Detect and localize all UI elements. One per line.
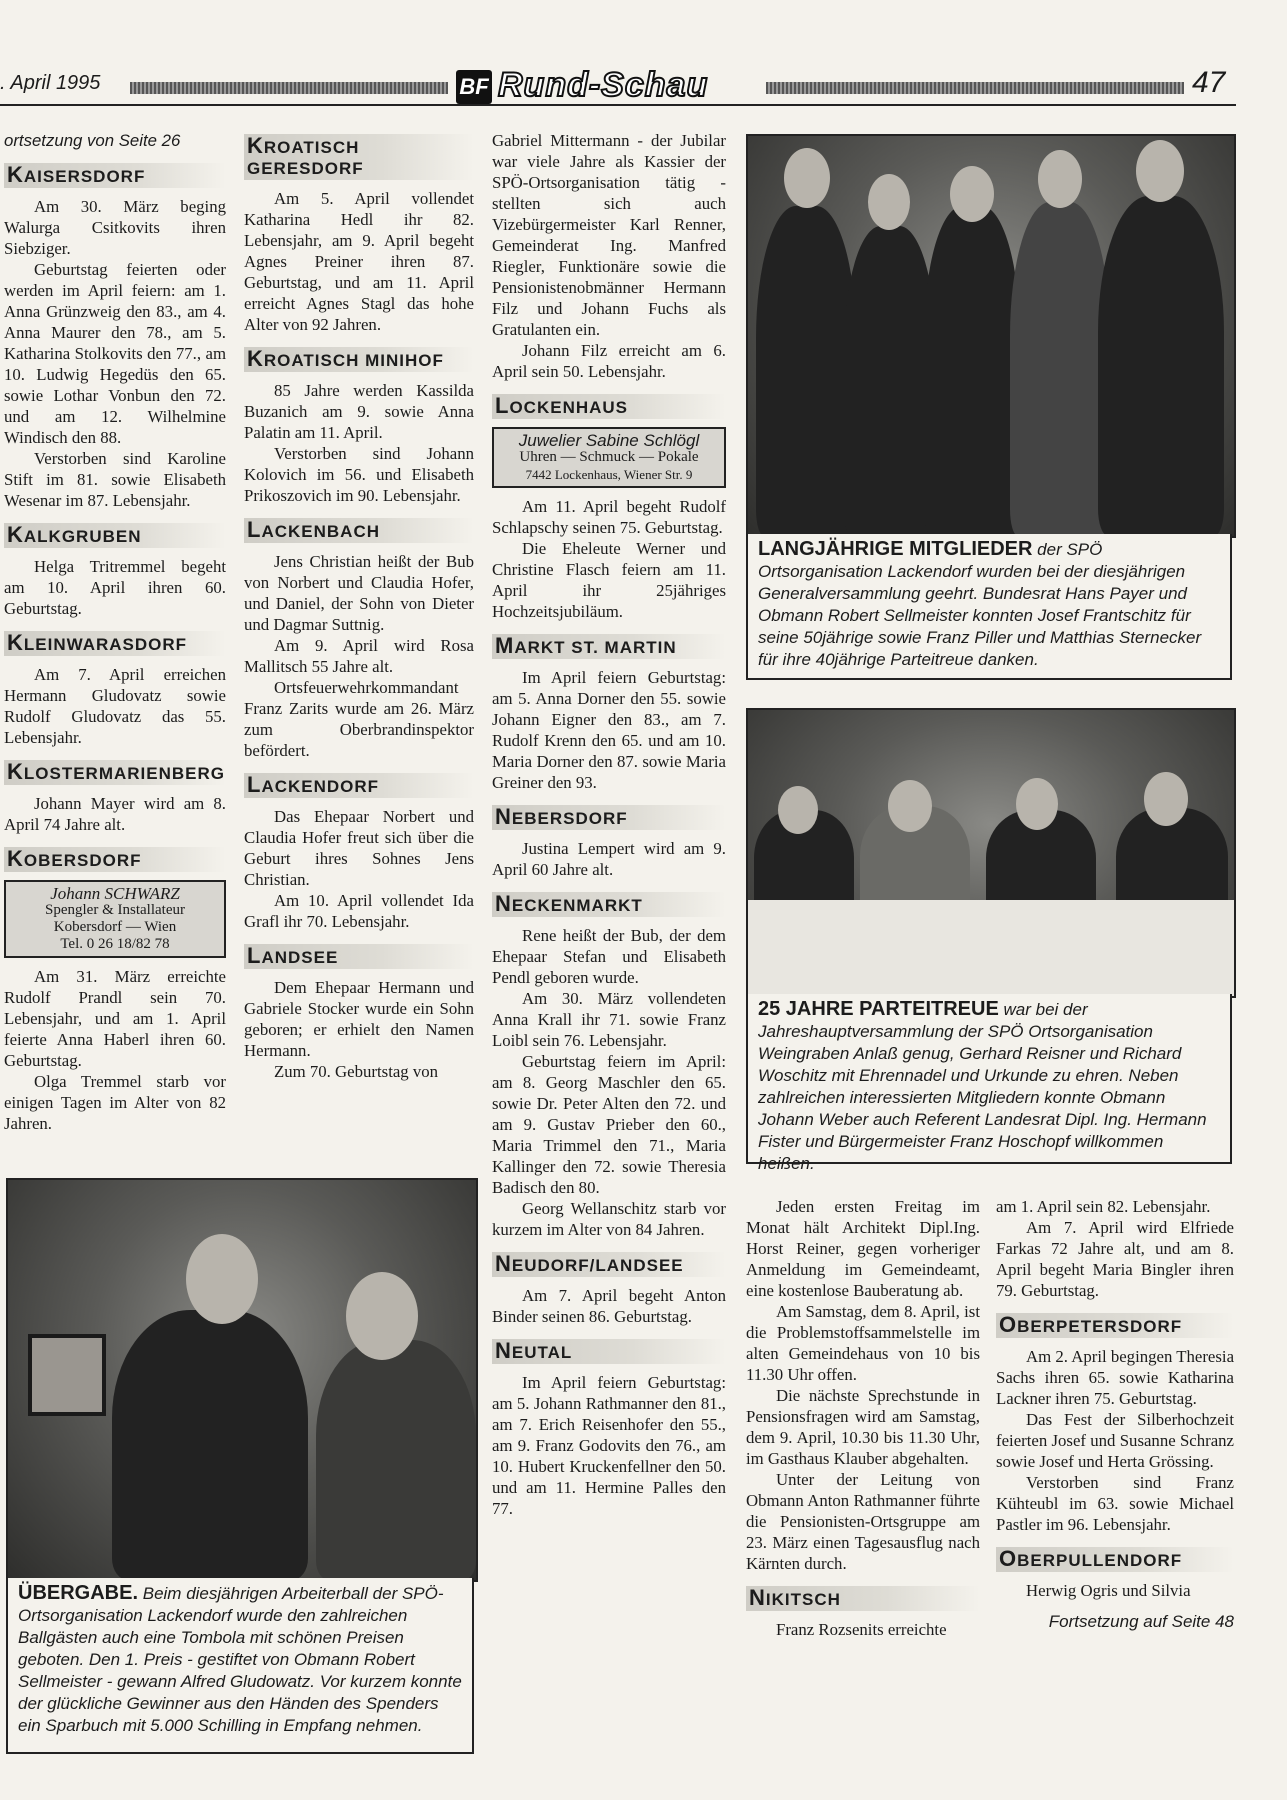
- paragraph: Die Eheleute Werner und Christine Flasch feiern am 11. April ihr 25jähriges Hochzeitsjubiläum.: [492, 539, 726, 621]
- person-figure: [756, 206, 856, 536]
- continued-note: Fortsetzung auf Seite 48: [1048, 1612, 1234, 1631]
- paragraph: Das Fest der Silberhochzeit feierten Josef und Susanne Schranz sowie Josef und Herta Grössing.: [996, 1410, 1234, 1471]
- paragraph: Am 10. April vollendet Ida Grafl ihr 70. Lebensjahr.: [244, 891, 474, 931]
- person-face: [186, 1234, 258, 1324]
- heading-markt-st-martin: MARKT ST. MARTIN: [492, 634, 726, 659]
- paragraph: Unter der Leitung von Obmann Anton Rathmanner führte die Pensionisten-Ortsgruppe am 23. März einen Tagesausflug nach Kärnten durch.: [746, 1470, 980, 1573]
- header-underline: [0, 104, 1236, 106]
- issue-date: . April 1995: [0, 72, 101, 94]
- heading-neutal: NEUTAL: [492, 1339, 726, 1364]
- person-face: [778, 786, 818, 834]
- person-figure: [924, 206, 1020, 536]
- advertisement-schwarz: [4, 880, 226, 958]
- heading-oberpetersdorf: OBERPETERSDORF: [996, 1313, 1234, 1338]
- table-cloth: [748, 900, 1234, 996]
- person-face: [1038, 150, 1082, 208]
- paragraph: Im April feiern Geburtstag: am 5. Johann Rathmanner den 81., am 7. Erich Reisenhofer den 55., am 9. Franz Godovits den 76., am 10. Hubert Kruckenfellner den 50. und am 11. Hermine Palles den 77.: [492, 1373, 726, 1518]
- paragraph: Die nächste Sprechstunde in Pensionsfragen wird am Samstag, dem 9. April, 10.30 bis 11.30 Uhr, im Gasthaus Klauber abgehalten.: [746, 1386, 980, 1468]
- heading-kobersdorf: KOBERSDORF: [4, 847, 226, 872]
- ad-line: Spengler & Installateur: [45, 902, 185, 918]
- paragraph: Am 7. April erreichen Hermann Gludovatz sowie Rudolf Gludovatz das 55. Lebensjahr.: [4, 665, 226, 747]
- person-figure: [1098, 196, 1224, 536]
- paragraph: Am 30. März beging Walurga Csitkovits ihren Siebziger.: [4, 197, 226, 258]
- heading-kalkgruben: KALKGRUBEN: [4, 523, 226, 548]
- person-face: [868, 174, 910, 230]
- paragraph: Am 7. April wird Elfriede Farkas 72 Jahre alt, und am 8. April begeht Maria Bingler ihren 79. Geburtstag.: [996, 1218, 1234, 1300]
- paragraph: Geburtstag feierten oder werden im April feiern: am 1. Anna Grünzweig den 83., am 4. Anna Maurer den 78., am 5. Katharina Stolkovits den 77., am 10. Ludwig Hegedüs den 65. sowie Lothar Vonbun den 72. und am 12. Wilhelmine Windisch den 88.: [4, 260, 226, 447]
- paragraph: Rene heißt der Bub, der dem Ehepaar Stefan und Elisabeth Pendl geboren wurde.: [492, 926, 726, 987]
- heading-lackendorf: LACKENDORF: [244, 773, 474, 798]
- paragraph: Verstorben sind Johann Kolovich im 56. und Elisabeth Prikoszovich im 90. Lebensjahr.: [244, 444, 474, 505]
- advertisement-schloegl: [492, 427, 726, 488]
- paragraph: Ortsfeuerwehrkommandant Franz Zarits wurde am 26. März zum Oberbrandinspektor befördert.: [244, 678, 474, 760]
- person-figure: [316, 1340, 476, 1580]
- publication-logo: BF: [456, 70, 492, 104]
- paragraph: Verstorben sind Franz Kühteubl im 63. sowie Michael Pastler im 96. Lebensjahr.: [996, 1473, 1234, 1534]
- column-3: [492, 130, 726, 1519]
- paragraph: Zum 70. Geburtstag von: [274, 1062, 439, 1081]
- paragraph: Am 30. März vollendeten Anna Krall ihr 71. sowie Franz Loibl sein 76. Lebensjahr.: [492, 989, 726, 1050]
- paragraph: Herwig Ogris und Silvia: [1026, 1581, 1191, 1600]
- framed-picture: [28, 1334, 106, 1416]
- person-face: [784, 148, 830, 208]
- continuation-note: ortsetzung von Seite 26: [4, 131, 181, 150]
- paragraph: Helga Tritremmel begeht am 10. April ihren 60. Geburtstag.: [4, 557, 226, 618]
- ad-name: Juwelier Sabine Schlögl: [518, 431, 700, 450]
- person-figure: [844, 226, 936, 536]
- paragraph: Am 2. April begingen Theresia Sachs ihren 65. sowie Katharina Lackner ihren 75. Geburtstag.: [996, 1347, 1235, 1408]
- person-figure: [112, 1310, 308, 1580]
- person-face: [346, 1272, 418, 1360]
- paragraph: Am 11. April begeht Rudolf Schlapschy seinen 75. Geburtstag.: [492, 497, 726, 537]
- paragraph: Dem Ehepaar Hermann und Gabriele Stocker wurde ein Sohn geboren; er erhielt den Namen Hermann.: [244, 978, 474, 1060]
- heading-neckenmarkt: NECKENMARKT: [492, 892, 726, 917]
- ad-line: Kobersdorf — Wien: [53, 919, 177, 935]
- paragraph: Das Ehepaar Norbert und Claudia Hofer freut sich über die Geburt ihres Sohnes Jens Christian.: [244, 807, 474, 889]
- caption-text: der SPÖ Ortsorganisation Lackendorf wurden bei der diesjährigen Generalversammlung geehrt. Bundesrat Hans Payer und Obmann Robert Sellmeister konnten Josef Frantschitz für seine 50jährige sowie Franz Piller und Matthias Sternecker für ihre 40jährige Parteitreue danken.: [758, 540, 1202, 669]
- paragraph: Justina Lempert wird am 9. April 60 Jahre alt.: [492, 839, 726, 879]
- photo-party-loyalty: [746, 708, 1236, 998]
- person-face: [1144, 772, 1188, 826]
- person-face: [950, 166, 994, 222]
- heading-oberpullendorf: OBERPULLENDORF: [996, 1547, 1234, 1572]
- heading-lackenbach: LACKENBACH: [244, 518, 474, 543]
- caption-party-loyalty: [746, 994, 1232, 1173]
- paragraph: Am 5. April vollendet Katharina Hedl ihr 82. Lebensjahr, am 9. April begeht Agnes Preiner ihren 87. Geburtstag, und am 11. April erreicht Agnes Stagl das hohe Alter von 92 Jahren.: [244, 189, 474, 334]
- person-face: [1136, 140, 1184, 202]
- heading-neudorf-landsee: NEUDORF/LANDSEE: [492, 1252, 726, 1277]
- paragraph: Georg Wellanschitz starb vor kurzem im Alter von 84 Jahren.: [492, 1199, 726, 1239]
- paragraph: Gabriel Mittermann - der Jubilar war viele Jahre als Kassier der SPÖ-Ortsorganisation tätig - stellten sich auch Vizebürgermeister Karl Renner, Gemeinderat Ing. Manfred Riegler, Funktionäre sowie die Pensionistenobmänner Hermann Filz und Johann Fuchs als Gratulanten ein.: [492, 131, 726, 339]
- caption-lead: 25 JAHRE PARTEITREUE: [758, 998, 999, 1020]
- person-figure: [1010, 202, 1110, 536]
- photo-handover: [6, 1178, 478, 1582]
- ad-line: Uhren — Schmuck — Pokale: [519, 449, 699, 465]
- column-4: [746, 1196, 980, 1640]
- paragraph: Am 9. April wird Rosa Mallitsch 55 Jahre alt.: [244, 636, 474, 676]
- paragraph: Jens Christian heißt der Bub von Norbert und Claudia Hofer, und Daniel, der Sohn von Dieter und Dagmar Suttnig.: [244, 552, 474, 634]
- ad-phone: Tel. 0 26 18/82 78: [60, 936, 170, 952]
- ad-address: 7442 Lockenhaus, Wiener Str. 9: [525, 467, 693, 482]
- paragraph: Jeden ersten Freitag im Monat hält Architekt Dipl.Ing. Horst Reiner, gegen vorheriger Anmeldung im Gemeindeamt, eine kostenlose Bauberatung ab.: [746, 1197, 980, 1300]
- heading-kaisersdorf: KAISERSDORF: [4, 163, 226, 188]
- section-title: Rund-Schau: [498, 66, 709, 104]
- caption-lead: LANGJÄHRIGE MITGLIEDER: [758, 538, 1033, 560]
- header-rule-left: [130, 82, 448, 94]
- paragraph: Franz Rozsenits erreichte: [776, 1620, 947, 1639]
- heading-landsee: LANDSEE: [244, 944, 474, 969]
- page-number: 47: [1192, 66, 1226, 99]
- paragraph: Am Samstag, dem 8. April, ist die Problemstoffsammelstelle im alten Gemeindehaus von 10 bis 11.30 Uhr offen.: [746, 1302, 980, 1384]
- paragraph: Olga Tremmel starb vor einigen Tagen im Alter von 82 Jahren.: [4, 1072, 226, 1133]
- header-rule-right: [766, 82, 1184, 94]
- paragraph: Im April feiern Geburtstag: am 5. Anna Dorner den 55. sowie Johann Eigner den 83., am 7. Rudolf Krenn den 65. und am 10. Maria Dorner den 87. sowie Maria Greiner den 93.: [492, 668, 726, 792]
- person-face: [1016, 778, 1058, 830]
- caption-text: Beim diesjährigen Arbeiterball der SPÖ-Ortsorganisation Lackendorf wurde den zahlreichen Ballgästen auch eine Tombola mit schönen Preisen geboten. Den 1. Preis - gestiftet von Obmann Robert Sellmeister - gewann Alfred Gludowatz. Vor kurzem konnte der glückliche Gewinner aus den Händen des Spenders ein Sparbuch mit 5.000 Schilling in Empfang nehmen.: [18, 1584, 462, 1735]
- caption-handover: [6, 1578, 474, 1754]
- paragraph: Johann Mayer wird am 8. April 74 Jahre alt.: [4, 794, 226, 834]
- heading-klostermarienberg: KLOSTERMARIENBERG: [4, 760, 226, 785]
- heading-lockenhaus: LOCKENHAUS: [492, 394, 726, 419]
- paragraph: Geburtstag feiern im April: am 8. Georg Maschler den 65. sowie Dr. Peter Alten den 72. und am 9. Gustav Prieber den 60., Maria Trimmel den 71., Maria Kallinger den 72. sowie Theresia Badisch den 80.: [492, 1052, 726, 1197]
- paragraph: 85 Jahre werden Kassilda Buzanich am 9. sowie Anna Palatin am 11. April.: [244, 381, 474, 442]
- person-face: [888, 780, 932, 832]
- column-1: [4, 130, 226, 1134]
- heading-nikitsch: NIKITSCH: [746, 1586, 980, 1611]
- caption-text: war bei der Jahreshauptversammlung der SPÖ Ortsorganisation Weingraben Anlaß genug, Gerhard Reisner und Richard Woschitz mit Ehrennadel und Urkunde zu ehren. Neben zahlreichen interessierten Mitgliedern konnte Obmann Johann Weber auch Referent Landesrat Dipl. Ing. Hermann Fister und Bürgermeister Franz Hoschopf willkommen heißen.: [758, 1000, 1207, 1173]
- paragraph: Am 7. April begeht Anton Binder seinen 86. Geburtstag.: [492, 1286, 726, 1326]
- heading-nebersdorf: NEBERSDORF: [492, 805, 726, 830]
- caption-long-time-members: [746, 534, 1232, 680]
- photo-long-time-members: [746, 134, 1236, 538]
- heading-kroatisch-geresdorf: KROATISCH GERESDORF: [244, 134, 474, 180]
- ad-name: Johann SCHWARZ: [50, 884, 180, 903]
- paragraph: am 1. April sein 82. Lebensjahr.: [996, 1197, 1211, 1216]
- heading-kroatisch-minihof: KROATISCH MINIHOF: [244, 347, 474, 372]
- column-5: [996, 1196, 1234, 1632]
- paragraph: Verstorben sind Karoline Stift im 81. sowie Elisabeth Wesenar im 87. Lebensjahr.: [4, 449, 226, 510]
- paragraph: Am 31. März erreichte Rudolf Prandl sein 70. Lebensjahr, und am 1. April feierte Anna Haberl ihren 60. Geburtstag.: [4, 967, 226, 1070]
- heading-kleinwarasdorf: KLEINWARASDORF: [4, 631, 226, 656]
- paragraph: Johann Filz erreicht am 6. April sein 50. Lebensjahr.: [492, 341, 726, 381]
- caption-lead: ÜBERGABE.: [18, 1582, 139, 1604]
- column-2: [244, 130, 474, 1082]
